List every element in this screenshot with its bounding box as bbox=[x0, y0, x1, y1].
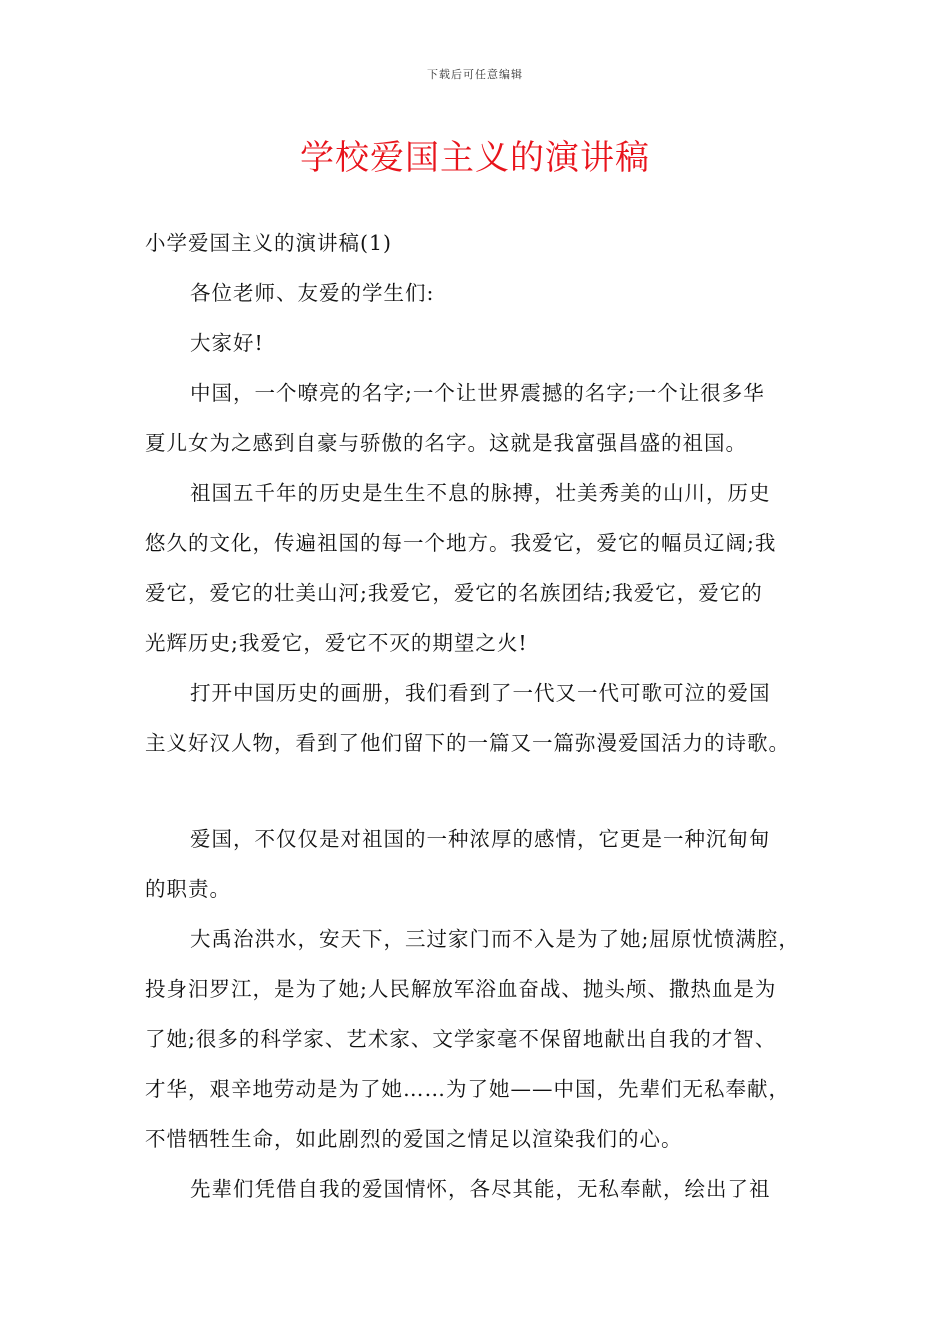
speech-subtitle: 小学爱国主义的演讲稿(1) bbox=[145, 231, 393, 255]
paragraph-line: 的职责。 bbox=[145, 877, 231, 901]
paragraph-line: 中国，一个嘹亮的名字;一个让世界震撼的名字;一个让很多华 bbox=[190, 381, 765, 405]
paragraph-line: 了她;很多的科学家、艺术家、文学家毫不保留地献出自我的才智、 bbox=[145, 1027, 777, 1051]
paragraph-line: 投身汨罗江，是为了她;人民解放军浴血奋战、抛头颅、撒热血是为 bbox=[145, 977, 777, 1001]
paragraph-line: 才华，艰辛地劳动是为了她……为了她——中国，先辈们无私奉献， bbox=[145, 1077, 790, 1101]
greeting-line: 各位老师、友爱的学生们: bbox=[190, 281, 435, 305]
document-title: 学校爱国主义的演讲稿 bbox=[300, 138, 650, 178]
salutation-line: 大家好! bbox=[190, 331, 264, 355]
paragraph-line: 大禹治洪水，安天下，三过家门而不入是为了她;屈原忧愤满腔， bbox=[190, 927, 800, 951]
paragraph-line: 爱国，不仅仅是对祖国的一种浓厚的感情，它更是一种沉甸甸 bbox=[190, 827, 771, 851]
paragraph-line: 悠久的文化，传遍祖国的每一个地方。我爱它，爱它的幅员辽阔;我 bbox=[145, 531, 777, 555]
header-note: 下载后可任意编辑 bbox=[427, 68, 523, 81]
paragraph-line: 夏儿女为之感到自豪与骄傲的名字。这就是我富强昌盛的祖国。 bbox=[145, 431, 747, 455]
paragraph-line: 不惜牺牲生命，如此剧烈的爱国之情足以渲染我们的心。 bbox=[145, 1127, 683, 1151]
paragraph-line: 先辈们凭借自我的爱国情怀，各尽其能，无私奉献，绘出了祖 bbox=[190, 1177, 771, 1201]
paragraph-line: 主义好汉人物，看到了他们留下的一篇又一篇弥漫爱国活力的诗歌。 bbox=[145, 731, 790, 755]
paragraph-line: 打开中国历史的画册，我们看到了一代又一代可歌可泣的爱国 bbox=[190, 681, 771, 705]
paragraph-line: 爱它，爱它的壮美山河;我爱它，爱它的名族团结;我爱它，爱它的 bbox=[145, 581, 763, 605]
paragraph-line: 祖国五千年的历史是生生不息的脉搏，壮美秀美的山川，历史 bbox=[190, 481, 771, 505]
paragraph-line: 光辉历史;我爱它，爱它不灭的期望之火! bbox=[145, 631, 528, 655]
